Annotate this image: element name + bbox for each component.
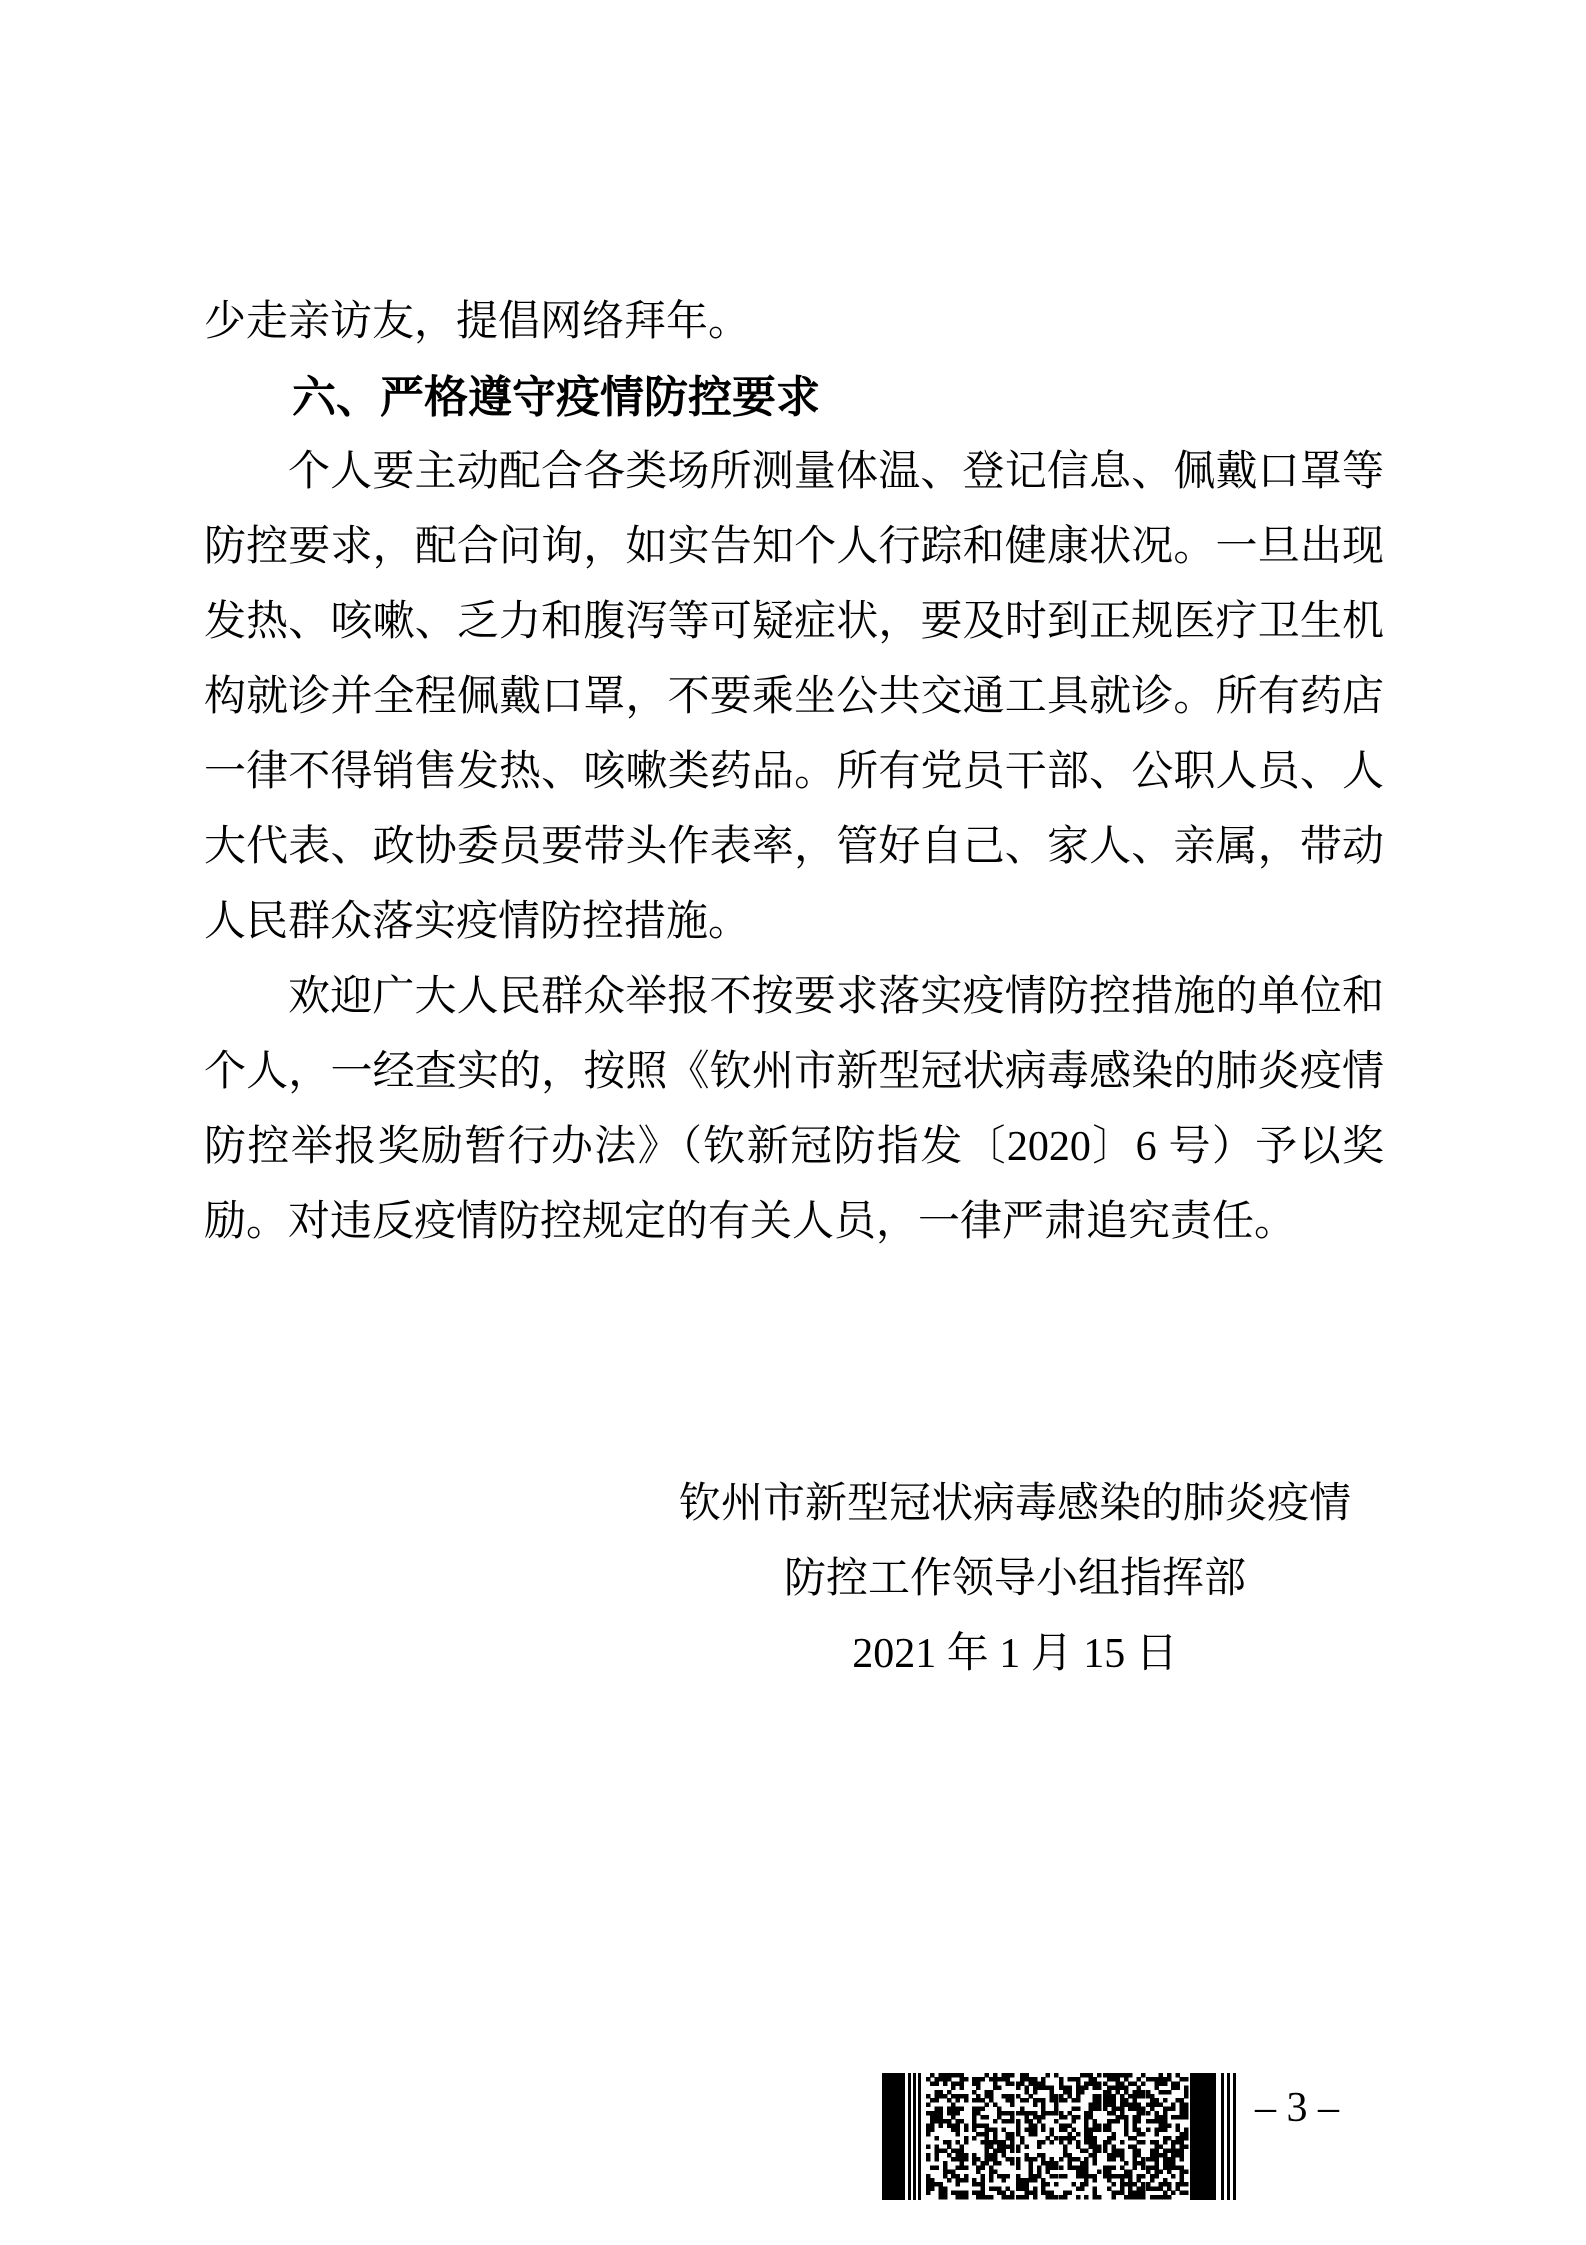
- barcode: [882, 2073, 1238, 2200]
- document-body: [204, 285, 1384, 1260]
- body-paragraph-1: 个人要主动配合各类场所测量体温、登记信息、佩戴口罩等防控要求，配合问询，如实告知个人行踪和健康状况。一旦出现发热、咳嗽、乏力和腹泻等可疑症状，要及时到正规医疗卫生机构就诊并全程佩戴口罩，不要乘坐公共交通工具就诊。所有药店一律不得销售发热、咳嗽类药品。所有党员干部、公职人员、人大代表、政协委员要带头作表率，管好自己、家人、亲属，带动人民群众落实疫情防控措施。: [204, 449, 1384, 945]
- signature-org-line-2: 防控工作领导小组指挥部: [783, 1556, 1246, 1602]
- signature-date: 2021 年 1 月 15 日: [852, 1631, 1178, 1677]
- section-heading: 六、严格遵守疫情防控要求: [292, 373, 820, 422]
- signature-block: [600, 1467, 1430, 1692]
- signature-org-line-1: 钦州市新型冠状病毒感染的肺炎疫情: [678, 1481, 1351, 1527]
- barcode-image: [882, 2073, 1238, 2200]
- continuation-paragraph: 少走亲访友，提倡网络拜年。: [204, 299, 751, 345]
- page-number: – 3 –: [1255, 2085, 1339, 2131]
- body-paragraph-2: 欢迎广大人民群众举报不按要求落实疫情防控措施的单位和个人，一经查实的，按照《钦州市新型冠状病毒感染的肺炎疫情防控举报奖励暂行办法》（钦新冠防指发〔2020〕6 号）予以奖励。对违反疫情防控规定的有关人员，一律严肃追究责任。: [204, 974, 1384, 1245]
